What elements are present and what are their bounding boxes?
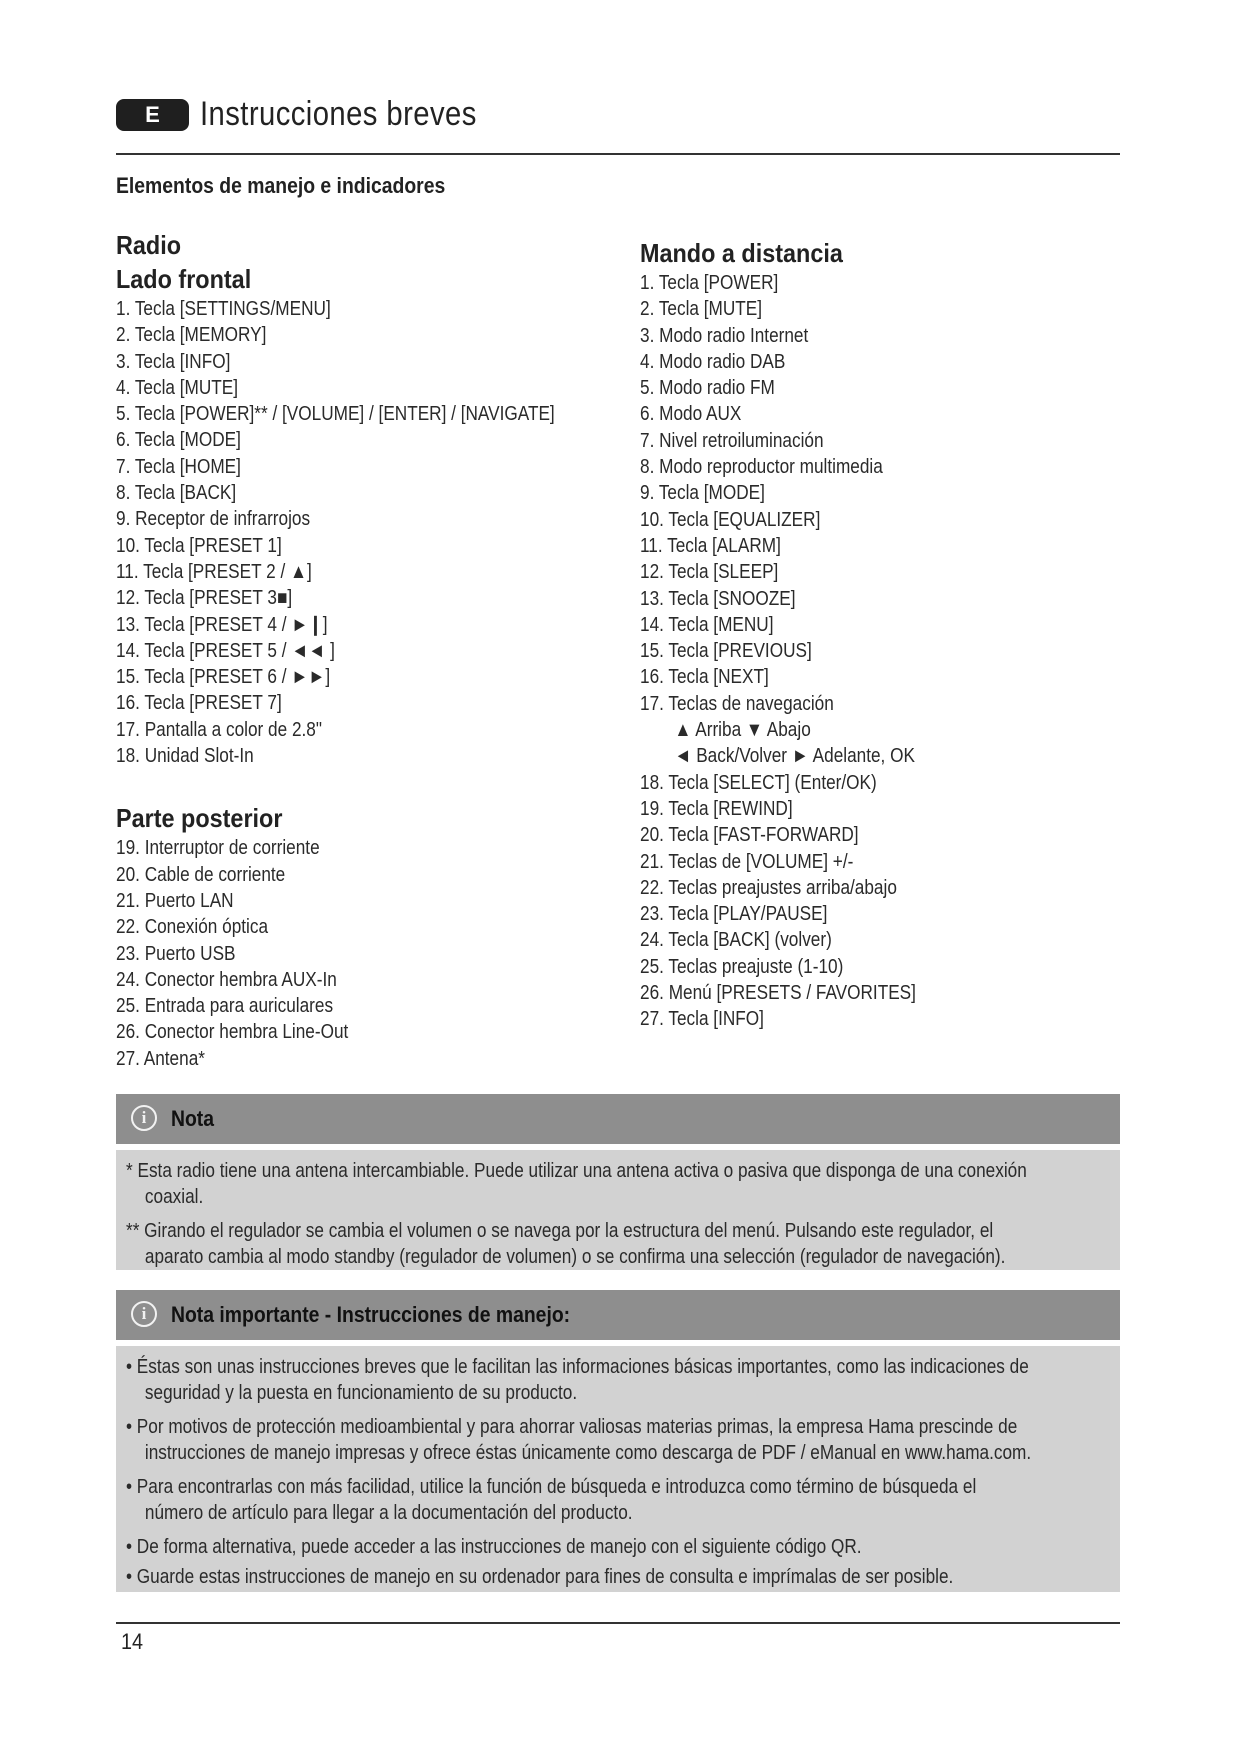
list-item: 14. Tecla [MENU] xyxy=(640,613,774,636)
list-item: 20. Tecla [FAST-FORWARD] xyxy=(640,824,859,847)
list-item: 24. Tecla [BACK] (volver) xyxy=(640,929,832,952)
bullet-item xyxy=(126,1474,976,1526)
bullet-line: número de artículo para llegar a la documentación del producto. xyxy=(144,1502,633,1524)
note-line: * Esta radio tiene una antena intercambiable. Puede utilizar una antena activa o pasiva que disponga de una conexión xyxy=(126,1160,1027,1182)
list-item: 8. Tecla [BACK] xyxy=(116,482,237,505)
list-item: 20. Cable de corriente xyxy=(116,863,286,886)
list-item: 11. Tecla [ALARM] xyxy=(640,534,781,557)
list-item: 4. Modo radio DAB xyxy=(640,350,786,373)
list-item: 4. Tecla [MUTE] xyxy=(116,376,239,399)
important-note-header xyxy=(116,1290,1120,1340)
header-rule xyxy=(116,153,1120,155)
list-item: 10. Tecla [PRESET 1] xyxy=(116,534,282,557)
list-item: 5. Modo radio FM xyxy=(640,377,775,400)
bullet-line: • De forma alternativa, puede acceder a las instrucciones de manejo con el siguiente código QR. xyxy=(126,1536,862,1558)
bullet-line: • Éstas son unas instrucciones breves que le facilitan las informaciones básicas importantes, como las indicaciones de xyxy=(126,1356,1029,1378)
list-item: 6. Modo AUX xyxy=(640,403,742,426)
list-item: 24. Conector hembra AUX-In xyxy=(116,968,337,991)
list-item: 12. Tecla [SLEEP] xyxy=(640,561,779,584)
front-side-heading: Lado frontal xyxy=(116,264,252,294)
bullet-line: • Por motivos de protección medioambiental y para ahorrar valiosas materias primas, la empresa Hama prescinde de xyxy=(126,1416,1018,1438)
front-side-list xyxy=(116,296,636,769)
note-header xyxy=(116,1094,1120,1144)
important-note-label: Nota importante - Instrucciones de manejo: xyxy=(171,1302,571,1327)
list-item: 17. Teclas de navegación xyxy=(640,692,834,715)
list-item: 6. Tecla [MODE] xyxy=(116,429,241,452)
list-item: 25. Teclas preajuste (1-10) xyxy=(640,955,844,978)
remote-column xyxy=(640,236,1110,1033)
list-item: 9. Tecla [MODE] xyxy=(640,482,765,505)
list-item: 19. Interruptor de corriente xyxy=(116,837,320,860)
list-item: 18. Tecla [SELECT] (Enter/OK) xyxy=(640,771,877,794)
list-item: 2. Tecla [MEMORY] xyxy=(116,324,267,347)
list-item: 5. Tecla [POWER]** / [VOLUME] / [ENTER] / [NAVIGATE] xyxy=(116,403,555,426)
list-item: 3. Modo radio Internet xyxy=(640,324,809,347)
bullet-line: seguridad y la puesta en funcionamiento de su producto. xyxy=(144,1382,578,1404)
list-item: 17. Pantalla a color de 2.8" xyxy=(116,718,322,741)
list-item: 12. Tecla [PRESET 3■] xyxy=(116,587,293,610)
note-body xyxy=(116,1150,1120,1270)
list-item: 15. Tecla [PREVIOUS] xyxy=(640,640,812,663)
bullet-line: instrucciones de manejo impresas y ofrece éstas únicamente como descarga de PDF / eManual en www.hama.com. xyxy=(144,1442,1032,1464)
list-item: 13. Tecla [SNOOZE] xyxy=(640,587,796,610)
list-item: 27. Antena* xyxy=(116,1047,205,1070)
info-icon: i xyxy=(131,1105,157,1131)
list-item: 15. Tecla [PRESET 6 / ►►] xyxy=(116,666,331,689)
list-item: 22. Conexión óptica xyxy=(116,916,269,939)
bullet-item xyxy=(126,1354,1029,1406)
list-item: 27. Tecla [INFO] xyxy=(640,1008,764,1031)
info-icon: i xyxy=(131,1301,157,1327)
remote-list xyxy=(640,270,1110,1033)
footer-rule xyxy=(116,1622,1120,1624)
note-line: coaxial. xyxy=(144,1186,204,1208)
bullet-line: • Para encontrarlas con más facilidad, utilice la función de búsqueda e introduzca como término de búsqueda el xyxy=(126,1476,977,1498)
bullet-item xyxy=(126,1414,1031,1466)
list-item: 16. Tecla [PRESET 7] xyxy=(116,692,282,715)
list-item: 11. Tecla [PRESET 2 / ▲] xyxy=(116,560,312,583)
spacer xyxy=(116,769,636,801)
nav-sub-item: ◄ Back/Volver ► Adelante, OK xyxy=(674,745,915,768)
rear-side-list xyxy=(116,835,636,1072)
list-item: 25. Entrada para auriculares xyxy=(116,995,334,1018)
nav-sub-item: ▲ Arriba ▼ Abajo xyxy=(674,719,811,742)
radio-column xyxy=(116,228,636,1072)
list-item: 1. Tecla [SETTINGS/MENU] xyxy=(116,298,331,320)
list-item: 8. Modo reproductor multimedia xyxy=(640,456,883,479)
page-title: Instrucciones breves xyxy=(200,95,477,133)
note-line: ** Girando el regulador se cambia el volumen o se navega por la estructura del menú. Pulsando este regulador, el xyxy=(126,1220,994,1242)
list-item: 9. Receptor de infrarrojos xyxy=(116,508,311,531)
list-item: 2. Tecla [MUTE] xyxy=(640,298,763,321)
list-item: 7. Tecla [HOME] xyxy=(116,455,241,478)
list-item: 21. Teclas de [VOLUME] +/- xyxy=(640,850,854,873)
note-paragraph xyxy=(126,1218,1005,1270)
language-badge: E xyxy=(116,99,189,131)
list-item: 23. Tecla [PLAY/PAUSE] xyxy=(640,903,828,926)
section-subtitle: Elementos de manejo e indicadores xyxy=(116,173,446,198)
list-item: 23. Puerto USB xyxy=(116,942,236,965)
radio-heading: Radio xyxy=(116,230,182,260)
note-label: Nota xyxy=(171,1106,215,1131)
list-item: 10. Tecla [EQUALIZER] xyxy=(640,508,821,531)
bullet-item xyxy=(126,1564,953,1590)
rear-side-heading: Parte posterior xyxy=(116,803,283,834)
bullet-item xyxy=(126,1534,862,1560)
list-item: 21. Puerto LAN xyxy=(116,889,234,912)
list-item: 7. Nivel retroiluminación xyxy=(640,429,824,452)
note-paragraph xyxy=(126,1158,1027,1210)
bullet-line: • Guarde estas instrucciones de manejo en su ordenador para fines de consulta e imprímalas de ser posible. xyxy=(126,1566,954,1588)
list-item: 18. Unidad Slot-In xyxy=(116,745,254,768)
list-item: 14. Tecla [PRESET 5 / ◄◄ ] xyxy=(116,639,335,662)
list-item: 16. Tecla [NEXT] xyxy=(640,666,769,689)
remote-heading: Mando a distancia xyxy=(640,238,843,268)
important-note-body xyxy=(116,1346,1120,1592)
page-number: 14 xyxy=(121,1629,144,1654)
list-item: 22. Teclas preajustes arriba/abajo xyxy=(640,876,897,899)
list-item: 1. Tecla [POWER] xyxy=(640,272,779,294)
list-item: 19. Tecla [REWIND] xyxy=(640,797,793,820)
list-item: 26. Conector hembra Line-Out xyxy=(116,1021,349,1044)
note-line: aparato cambia al modo standby (regulador de volumen) o se confirma una selección (regulador de navegación). xyxy=(144,1246,1006,1268)
list-item: 26. Menú [PRESETS / FAVORITES] xyxy=(640,982,916,1005)
list-item: 13. Tecla [PRESET 4 / ►❙] xyxy=(116,613,328,636)
list-item: 3. Tecla [INFO] xyxy=(116,350,231,373)
